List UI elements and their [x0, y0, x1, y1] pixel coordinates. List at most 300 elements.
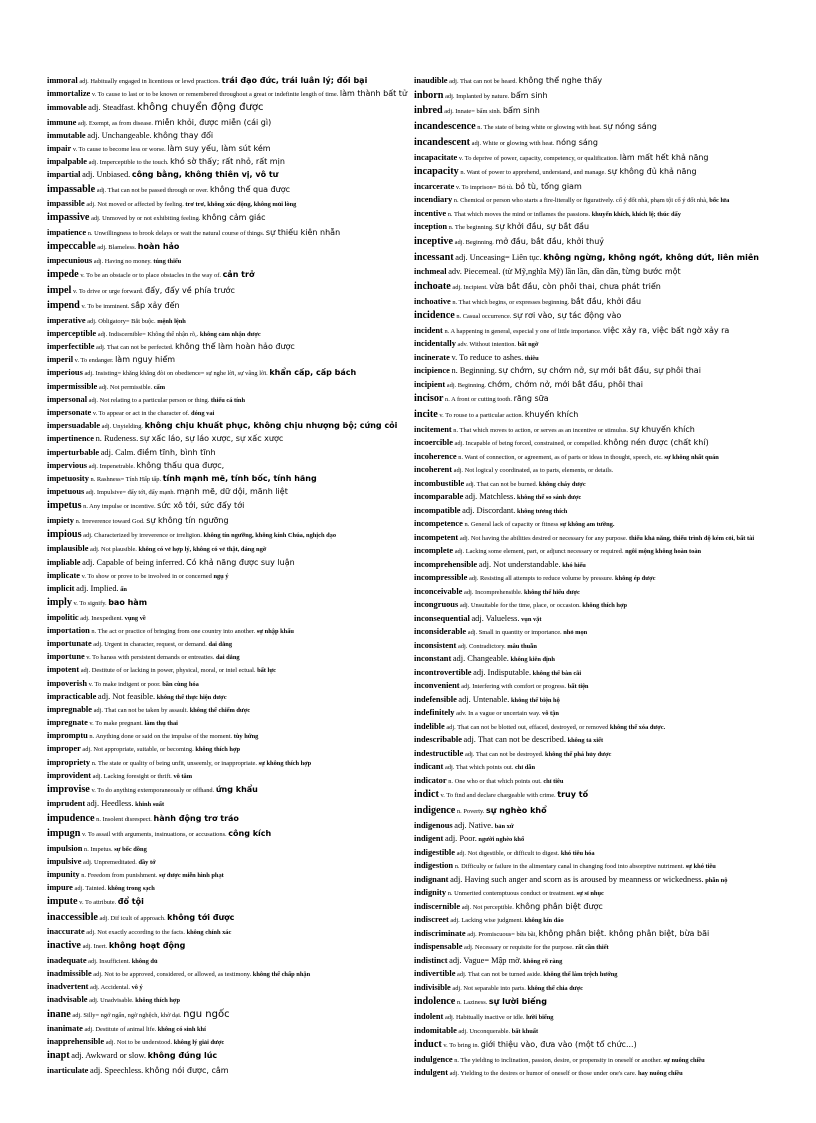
- dictionary-entry: [47, 300, 411, 313]
- entry-headword: impulsive: [47, 856, 82, 866]
- entry-headword: implausible: [47, 544, 89, 554]
- entry-definition: v. To bring in.: [443, 1042, 480, 1049]
- entry-definition: adj. Destitute of animal life.: [84, 1025, 157, 1033]
- entry-definition: adj. Not digestible, or difficult to digest.: [456, 849, 560, 857]
- entry-headword: indivisible: [414, 982, 451, 992]
- entry-definition: adj. Exempt, as from disease.: [77, 119, 153, 127]
- entry-headword: impetuosity: [47, 473, 89, 483]
- entry-headword: indicant: [414, 762, 444, 772]
- entry-headword: impolitic: [47, 612, 79, 622]
- entry-definition: n. The state or quality of being unfit, unseemly, or inappropriate.: [91, 759, 257, 767]
- dictionary-entry: [414, 641, 776, 652]
- dictionary-entry: [47, 500, 411, 513]
- entry-definition: v. To cause to become less or worse.: [72, 145, 166, 153]
- entry-definition: n. That which begins, or expresses beginning.: [452, 298, 570, 306]
- entry-definition: adj. Beginning.: [454, 238, 494, 246]
- entry-definition: adj. That can not be taken by assault.: [93, 706, 189, 714]
- entry-headword: incentive: [414, 208, 447, 218]
- dictionary-entry: [47, 382, 411, 393]
- entry-definition: adj. Not logical y coordinated, as to parts, elements, or details.: [453, 467, 614, 475]
- entry-headword: immune: [47, 117, 77, 127]
- dictionary-entry: [47, 969, 411, 980]
- entry-definition: adv. In a vague or uncertain way.: [456, 710, 541, 718]
- dictionary-entry: [414, 834, 776, 845]
- entry-definition: n. The yielding to inclination, passion, desire, or propensity in oneself or another.: [454, 1056, 662, 1064]
- entry-headword: inconsistent: [414, 640, 457, 650]
- dictionary-entry: [47, 256, 411, 267]
- entry-definition: adj. Urgent in character, request, or demand.: [93, 640, 207, 648]
- entry-translation: giới thiệu vào, đưa vào (một tổ chức...): [480, 1040, 637, 1049]
- entry-definition: adj. Destitute of or lacking in power, physical, moral, or intel ectual.: [80, 667, 256, 675]
- entry-translation: sự lười biếng: [488, 997, 547, 1007]
- dictionary-entry: [47, 912, 411, 925]
- entry-headword: imprudent: [47, 799, 86, 809]
- entry-translation: việc xảy ra, việc bất ngờ xảy ra: [603, 325, 730, 335]
- entry-definition: adj. Changeable.: [452, 654, 509, 664]
- entry-translation: không thể xóa được.: [609, 723, 666, 731]
- entry-translation: sự khó tiêu: [685, 863, 716, 871]
- entry-headword: impiety: [47, 515, 74, 525]
- entry-translation: khó hiểu: [562, 561, 586, 569]
- dictionary-entry: [414, 297, 776, 308]
- entry-headword: indigestible: [414, 847, 455, 857]
- entry-definition: n. That which moves the mind or inflames the passions.: [447, 210, 591, 218]
- entry-definition: adj. Not appropriate, suitable, or becoming.: [82, 746, 194, 754]
- entry-translation: không thay đổi: [153, 130, 214, 140]
- dictionary-entry: [414, 560, 776, 571]
- entry-headword: impeccable: [47, 240, 96, 252]
- entry-definition: v. To signify.: [73, 600, 107, 608]
- entry-headword: inarticulate: [47, 1065, 89, 1075]
- entry-headword: indicator: [414, 775, 447, 785]
- entry-translation: túng thiếu: [153, 258, 182, 266]
- entry-translation: sự chớm, sự chớm nở, sự mới bắt đầu, sự phôi thai: [498, 366, 701, 376]
- entry-translation: thiếu cá tính: [210, 396, 246, 404]
- entry-translation: không chính xác: [186, 929, 232, 937]
- dictionary-entry: [47, 461, 411, 472]
- entry-headword: indiscreet: [414, 915, 449, 925]
- entry-definition: n. The act or practice of bringing from one country into another.: [91, 627, 256, 635]
- entry-headword: impassive: [47, 212, 90, 224]
- dictionary-entry: [414, 236, 776, 249]
- entry-translation: chỉ dẫn: [514, 764, 536, 772]
- entry-translation: không thể thực hiện được: [156, 693, 227, 701]
- entry-translation: đầy tớ: [138, 858, 156, 866]
- entry-headword: impudence: [47, 812, 95, 824]
- entry-definition: adj. Obligatory= Bắt buộc.: [87, 317, 156, 325]
- entry-translation: sự sỉ nhục: [576, 890, 604, 898]
- entry-headword: inaudible: [414, 76, 448, 85]
- entry-definition: adj. Interfering with comfort or progress.: [461, 683, 567, 691]
- entry-headword: incitement: [414, 424, 452, 434]
- dictionary-entry: [414, 409, 776, 422]
- entry-definition: v. To imprison= Bỏ tù.: [455, 183, 514, 191]
- entry-definition: n. Insolent disrespect.: [96, 815, 152, 823]
- entry-definition: adj. Impenetrable.: [88, 462, 135, 470]
- dictionary-entry: [47, 828, 411, 841]
- entry-headword: indigence: [414, 805, 456, 816]
- entry-translation: không nói được, câm: [144, 1065, 229, 1075]
- entry-translation: hay nuông chiều: [637, 1070, 683, 1078]
- dictionary-entry: [47, 241, 411, 254]
- entry-translation: trơ trơ, không xúc động, không mủi lòng: [185, 200, 297, 208]
- entry-headword: impersonate: [47, 408, 92, 417]
- dictionary-entry: [47, 342, 411, 353]
- entry-definition: adj. Not permissible.: [98, 383, 153, 391]
- dictionary-entry: [47, 131, 411, 142]
- entry-definition: v. To reduce to ashes.: [451, 352, 524, 362]
- entry-translation: từng bước một: [621, 267, 681, 277]
- dictionary-entry: [414, 956, 776, 967]
- dictionary-entry: [414, 722, 776, 733]
- entry-headword: impoverish: [47, 678, 88, 688]
- entry-headword: implicate: [47, 570, 81, 580]
- dictionary-entry: [47, 799, 411, 810]
- dictionary-entry: [414, 353, 776, 364]
- dictionary-entry: [414, 573, 776, 584]
- entry-headword: impecunious: [47, 256, 93, 266]
- entry-definition: adj. Incomprehensible.: [464, 588, 523, 596]
- dictionary-entry: [414, 310, 776, 323]
- entry-definition: n. Unwillingness to brook delays or wait the natural course of things.: [87, 229, 265, 237]
- entry-translation: chớm, chớm nở, mới bắt đầu, phôi thai: [487, 379, 644, 389]
- entry-translation: nóng sáng: [556, 137, 598, 147]
- entry-headword: inaccurate: [47, 927, 85, 937]
- entry-translation: không thể nghe thấy: [518, 76, 603, 85]
- entry-headword: inconstant: [414, 654, 452, 664]
- entry-headword: imperil: [47, 355, 74, 365]
- entry-translation: vô tận: [542, 710, 559, 718]
- entry-headword: improvident: [47, 770, 92, 780]
- entry-translation: không phân biệt. không phân biệt, bừa bãi: [538, 928, 710, 938]
- entry-translation: cản trở: [222, 270, 255, 280]
- entry-definition: v. To do anything extemporaneously or offhand.: [91, 787, 215, 794]
- entry-definition: n. Irreverence toward God.: [75, 517, 145, 525]
- entry-headword: indigent: [414, 834, 444, 844]
- entry-headword: incongruous: [414, 600, 459, 610]
- entry-definition: n. Want of power to apprehend, understand, and manage.: [460, 169, 606, 176]
- entry-definition: adj. Habitually engaged in licentious or lewd practices.: [79, 78, 221, 85]
- entry-translation: vô ý: [131, 984, 143, 992]
- entry-translation: không thể qua được: [210, 184, 291, 194]
- entry-definition: n. Impetus.: [84, 845, 113, 853]
- entry-headword: impertinence: [47, 434, 94, 444]
- entry-definition: adj. Unceasing= Liên tục.: [455, 252, 542, 262]
- entry-headword: inchoative: [414, 296, 451, 306]
- entry-definition: adj. That can not be blotted out, effaced, destroyed, or removed: [446, 723, 609, 731]
- dictionary-entry: [47, 1066, 411, 1077]
- entry-headword: impatience: [47, 227, 87, 237]
- entry-translation: không thể hiểu được: [524, 588, 580, 596]
- entry-headword: incompetence: [414, 519, 463, 529]
- entry-headword: incontrovertible: [414, 667, 472, 677]
- entry-headword: indiscriminate: [414, 928, 466, 938]
- entry-definition: n. Laziness.: [456, 999, 488, 1007]
- dictionary-entry: [414, 506, 776, 517]
- dictionary-entry: [47, 679, 411, 690]
- entry-definition: n. Unmerited contemptuous conduct or treatment.: [447, 890, 575, 898]
- entry-headword: incombustible: [414, 478, 465, 488]
- entry-headword: incompressible: [414, 573, 468, 583]
- entry-translation: làm thành bất tử: [339, 89, 408, 99]
- entry-translation: khẩn cấp, cấp bách: [269, 368, 357, 378]
- entry-definition: adj. Unbiased.: [82, 170, 131, 180]
- entry-definition: adj. Dif icult of approach.: [99, 914, 166, 922]
- entry-translation: ứng khẩu: [215, 785, 258, 794]
- dictionary-entry: [414, 695, 776, 706]
- entry-translation: không thể bàn cãi: [532, 669, 582, 677]
- entry-headword: impugn: [47, 828, 81, 840]
- entry-headword: immovable: [47, 103, 87, 113]
- entry-definition: n. A happening in general, especial y one of little importance.: [444, 327, 602, 335]
- entry-definition: n. Poverty.: [456, 808, 485, 815]
- entry-definition: v. To rouse to a particular action.: [439, 412, 524, 419]
- dictionary-entry: [47, 744, 411, 755]
- dictionary-entry: [414, 533, 776, 544]
- dictionary-entry: [414, 425, 776, 436]
- entry-definition: adj. Incipient.: [452, 283, 488, 291]
- entry-headword: indigenous: [414, 820, 453, 830]
- entry-headword: indomitable: [414, 1025, 457, 1035]
- dictionary-entry: [47, 571, 411, 582]
- entry-definition: v. To find and declare chargeable with crime.: [440, 792, 556, 800]
- dictionary-entry: [47, 269, 411, 282]
- left-column: [47, 76, 411, 1079]
- entry-definition: adj. Not separable into parts.: [452, 984, 526, 992]
- entry-headword: indolence: [414, 996, 456, 1008]
- entry-translation: không có vẻ hợp lý, không có vẻ thật, đáng ngờ: [138, 546, 267, 554]
- entry-headword: impalpable: [47, 157, 88, 167]
- dictionary-entry: [414, 465, 776, 476]
- entry-definition: adj. Unconquerable.: [458, 1027, 511, 1035]
- entry-translation: không ngừng, không ngớt, không dứt, liên miên: [543, 252, 759, 262]
- dictionary-entry: [47, 487, 411, 498]
- entry-definition: adj. Unyielding.: [101, 423, 144, 431]
- dictionary-entry: [414, 929, 776, 940]
- entry-definition: adj. Not feasible.: [97, 691, 156, 701]
- entry-translation: làm nguy hiểm: [115, 355, 176, 365]
- entry-translation: rất cần thiết: [575, 944, 609, 952]
- entry-translation: ngu ngốc: [183, 1008, 230, 1020]
- dictionary-entry: [414, 996, 776, 1009]
- dictionary-entry: [414, 105, 776, 118]
- dictionary-entry: [47, 285, 411, 298]
- dictionary-entry: [47, 883, 411, 894]
- entry-headword: impulsion: [47, 843, 83, 853]
- entry-headword: inadvisable: [47, 995, 88, 1005]
- dictionary-entry: [47, 89, 411, 100]
- entry-headword: incomprehensible: [414, 559, 478, 569]
- entry-translation: không tả xiết: [567, 737, 604, 745]
- dictionary-entry: [414, 267, 776, 278]
- entry-definition: n. That which moves to action, or serves as an incentive or stimulus.: [453, 426, 628, 434]
- entry-translation: không rõ ràng: [523, 957, 563, 965]
- entry-headword: incomplete: [414, 546, 454, 556]
- entry-definition: n. One who or that which points out.: [448, 777, 542, 785]
- entry-translation: sự không nhất quán: [664, 453, 719, 461]
- entry-definition: adj. That can not be destroyed.: [464, 750, 544, 758]
- entry-translation: sự bốc đồng: [114, 845, 147, 853]
- entry-definition: adj. Unsuitable for the time, place, or occasion.: [459, 602, 581, 610]
- entry-translation: bản xứ: [494, 822, 514, 830]
- entry-headword: indescribable: [414, 735, 462, 745]
- entry-headword: inapprehensible: [47, 1037, 105, 1047]
- dictionary-entry: [47, 692, 411, 703]
- entry-headword: inapt: [47, 1050, 70, 1062]
- entry-definition: adj. Unmoved by or not exhibiting feeling.: [91, 215, 201, 223]
- dictionary-entry: [47, 718, 411, 729]
- entry-headword: impersonal: [47, 394, 88, 404]
- entry-definition: n. A front or cutting tooth.: [445, 396, 512, 404]
- entry-headword: indelible: [414, 721, 445, 731]
- entry-definition: adj. White or glowing with heat.: [471, 139, 555, 147]
- entry-definition: adj. Implied.: [76, 583, 119, 593]
- entry-definition: adj. Not to be understood.: [105, 1039, 173, 1047]
- entry-translation: bốc lửa: [709, 197, 730, 205]
- entry-translation: ẩn: [120, 585, 127, 593]
- entry-headword: improvise: [47, 784, 90, 795]
- entry-translation: dai dẳng: [215, 654, 240, 662]
- entry-headword: incite: [414, 409, 438, 420]
- entry-headword: incompetent: [414, 532, 459, 542]
- dictionary-entry: [414, 776, 776, 787]
- entry-translation: bần cùng hóa: [162, 680, 199, 688]
- entry-headword: inbred: [414, 105, 443, 117]
- entry-headword: impel: [47, 284, 72, 296]
- entry-translation: vụng về: [124, 614, 146, 622]
- dictionary-entry: [414, 942, 776, 953]
- entry-definition: adj. Not plausible.: [90, 546, 137, 554]
- entry-translation: sự nghèo khổ: [486, 806, 547, 815]
- dictionary-entry: [47, 639, 411, 650]
- dictionary-entry: [47, 995, 411, 1006]
- entry-definition: adj. Unpremeditated.: [83, 858, 137, 866]
- entry-translation: không kiên định: [510, 656, 555, 664]
- entry-headword: immutable: [47, 130, 86, 140]
- entry-headword: induct: [414, 1039, 442, 1050]
- dictionary-entry: [414, 848, 776, 859]
- entry-translation: không thể làm trệch hướng: [543, 971, 618, 979]
- entry-translation: không nén được (chất khí): [603, 438, 709, 448]
- entry-translation: công kích: [228, 829, 272, 839]
- entry-definition: v. To show or prove to be involved in or concerned: [81, 572, 212, 580]
- dictionary-entry: [47, 102, 411, 115]
- entry-definition: adj. Unadvisable.: [89, 997, 134, 1005]
- entry-headword: inchoate: [414, 280, 451, 292]
- dictionary-entry: [47, 665, 411, 676]
- entry-translation: không cảm nhận được: [199, 330, 261, 338]
- entry-translation: sự khởi đầu, sự bắt đầu: [495, 222, 590, 232]
- dictionary-entry: [414, 1055, 776, 1066]
- dictionary-entry: [414, 546, 776, 557]
- dictionary-entry: [47, 329, 411, 340]
- entry-translation: hoàn hảo: [137, 241, 180, 251]
- dictionary-entry: [47, 395, 411, 406]
- entry-headword: indulgent: [414, 1068, 448, 1078]
- dictionary-entry: [414, 762, 776, 773]
- dictionary-entry: [414, 969, 776, 980]
- entry-definition: adj. Silly= ngớ ngẩn, ngờ nghệch, khờ dại.: [72, 1011, 182, 1019]
- entry-definition: adj. Not perceptible.: [461, 903, 514, 911]
- entry-translation: tính mạnh mẽ, tính bốc, tính hăng: [162, 473, 317, 483]
- entry-translation: sự không đủ khả năng: [607, 167, 697, 176]
- dictionary-entry: [47, 355, 411, 366]
- entry-definition: adj. Resisting all attempts to reduce volume by pressure.: [468, 575, 614, 583]
- entry-definition: adj. Not relating to a particular person or thing.: [88, 396, 210, 404]
- dictionary-entry: [414, 1068, 776, 1079]
- entry-definition: n. Any impulse or incentive.: [83, 503, 156, 511]
- entry-definition: adj. That can not be turned aside.: [457, 971, 542, 979]
- dictionary-entry: [47, 170, 411, 181]
- entry-headword: inadvertent: [47, 982, 89, 992]
- entry-translation: sắp xảy đến: [130, 301, 180, 311]
- entry-headword: inadmissible: [47, 968, 92, 978]
- entry-definition: n. Difficulty or failure in the alimentary canal in changing food into absorptive nutriment.: [454, 863, 685, 871]
- entry-translation: thiêu: [524, 354, 539, 362]
- entry-headword: indestructible: [414, 748, 464, 758]
- entry-definition: adj. Having such anger and scorn as is aroused by meanness or wickedness.: [450, 874, 704, 884]
- dictionary-entry: [414, 983, 776, 994]
- dictionary-entry: [414, 735, 776, 746]
- entry-definition: adj. Not understandable.: [478, 559, 561, 569]
- dictionary-entry: [47, 758, 411, 769]
- entry-definition: v. To harass with persistent demands or entreaties.: [86, 654, 215, 662]
- entry-headword: inactive: [47, 940, 81, 952]
- entry-definition: adj. Discordant.: [462, 505, 516, 515]
- dictionary-entry: [47, 731, 411, 742]
- dictionary-entry: [47, 408, 411, 419]
- entry-headword: incipient: [414, 379, 446, 389]
- entry-headword: imperfectible: [47, 342, 95, 352]
- entry-headword: impregnable: [47, 704, 92, 714]
- entry-translation: khuyến khích, khích lệ; thúc đẩy: [591, 210, 681, 218]
- dictionary-entry: [414, 492, 776, 503]
- dictionary-entry: [47, 434, 411, 445]
- entry-translation: tùy hứng: [233, 733, 259, 741]
- entry-translation: vụn vặt: [521, 615, 542, 623]
- entry-translation: không thể làm hoàn hảo được: [175, 342, 295, 352]
- entry-translation: không thể chấp nhận: [252, 970, 311, 978]
- dictionary-entry: [47, 597, 411, 610]
- entry-headword: incisor: [414, 393, 444, 405]
- entry-translation: sự khuyến khích: [629, 424, 695, 434]
- entry-headword: impetus: [47, 500, 82, 512]
- entry-translation: không phân biệt được: [515, 901, 603, 911]
- entry-headword: indiscernible: [414, 901, 461, 911]
- dictionary-entry: [414, 789, 776, 802]
- entry-headword: inconceivable: [414, 586, 463, 596]
- dictionary-entry: [47, 157, 411, 168]
- dictionary-entry: [414, 902, 776, 913]
- entry-definition: adj. Speechless.: [90, 1065, 144, 1075]
- entry-definition: n. Freedom from punishment.: [81, 871, 158, 879]
- entry-headword: incoherence: [414, 451, 457, 461]
- entry-definition: adj. Implanted by nature.: [445, 92, 510, 100]
- entry-definition: adj. That can not be perfected.: [96, 344, 174, 352]
- entry-headword: indolent: [414, 1012, 444, 1021]
- entry-headword: impotent: [47, 665, 80, 675]
- dictionary-entry: [47, 870, 411, 881]
- entry-headword: indigestion: [414, 861, 454, 871]
- dictionary-entry: [414, 182, 776, 193]
- entry-translation: đổ tội: [117, 897, 144, 907]
- entry-definition: adj. Promiscuous= bừa bãi,: [467, 930, 537, 938]
- entry-headword: immoral: [47, 76, 78, 85]
- entry-headword: imperceptible: [47, 328, 97, 338]
- dictionary-entry: [414, 137, 776, 150]
- entry-definition: adj. Contradictory.: [457, 642, 506, 650]
- dictionary-entry: [414, 326, 776, 337]
